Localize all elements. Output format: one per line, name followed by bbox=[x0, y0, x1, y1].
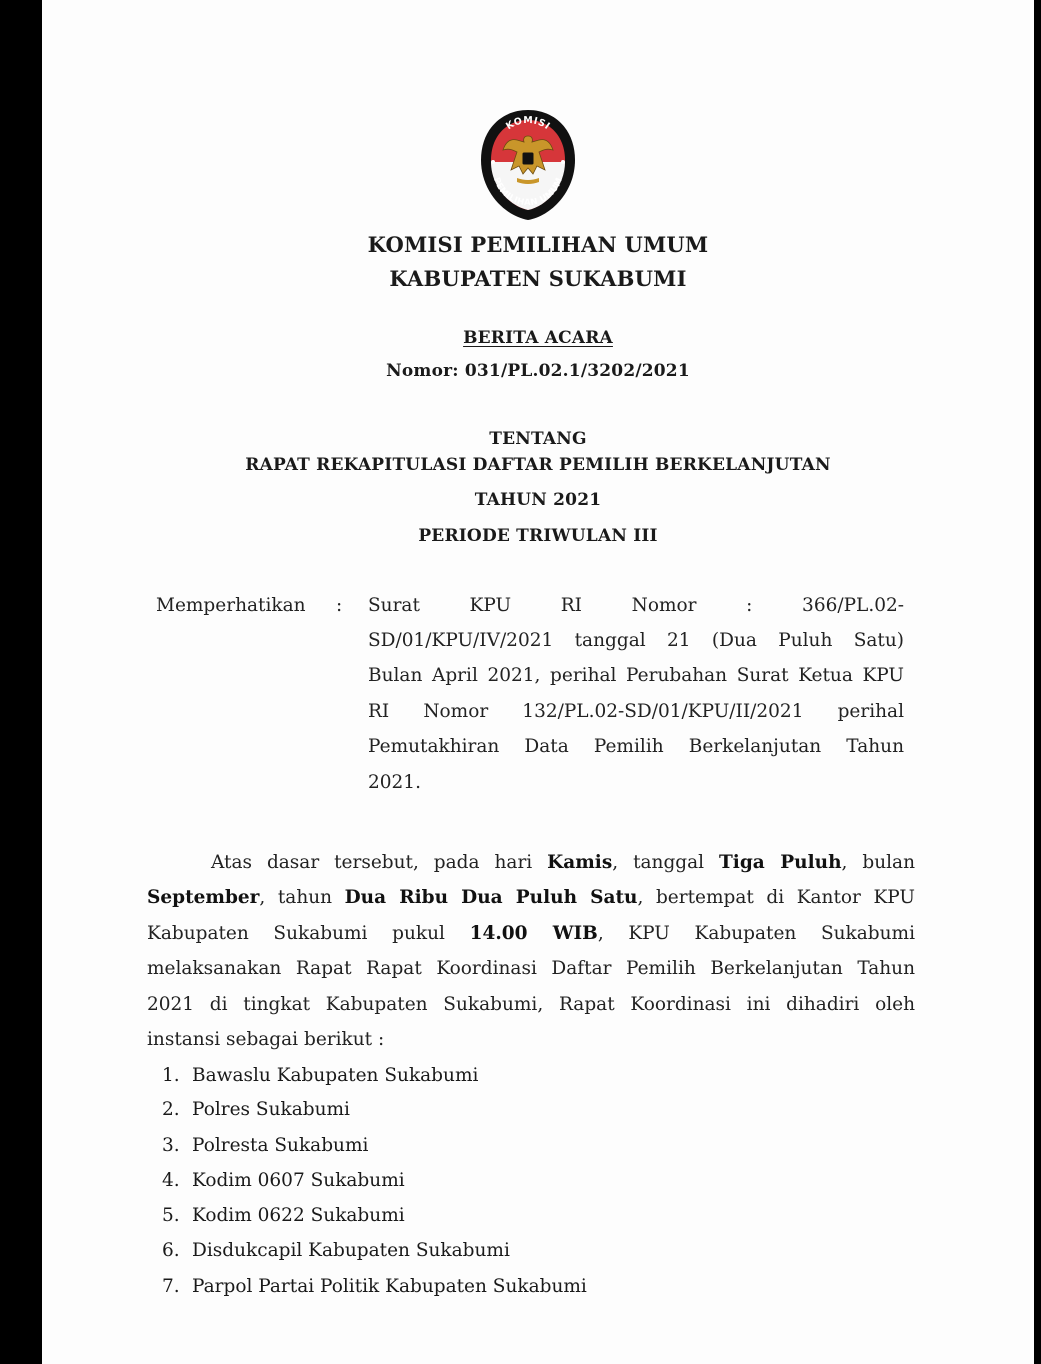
month-value: September bbox=[147, 887, 260, 908]
list-item: 5. Kodim 0622 Sukabumi bbox=[162, 1205, 405, 1226]
org-region: KABUPATEN SUKABUMI bbox=[389, 266, 687, 291]
consideration-line: Surat KPU RI Nomor : 366/PL.02- bbox=[368, 595, 904, 616]
paragraph-line: 2021 di tingkat Kabupaten Sukabumi, Rapat Koordinasi ini dihadiri oleh bbox=[147, 994, 915, 1015]
list-item: 7. Parpol Partai Politik Kabupaten Sukabumi bbox=[162, 1276, 587, 1297]
paragraph-line: September, tahun Dua Ribu Dua Puluh Satu, bertempat di Kantor KPU bbox=[147, 887, 915, 908]
day-value: Kamis bbox=[547, 852, 613, 873]
year-value: Dua Ribu Dua Puluh Satu bbox=[344, 887, 638, 908]
list-item: 3. Polresta Sukabumi bbox=[162, 1135, 369, 1156]
document-title: BERITA ACARA bbox=[463, 328, 613, 348]
list-item: 6. Disdukcapil Kabupaten Sukabumi bbox=[162, 1240, 510, 1261]
about-subject: RAPAT REKAPITULASI DAFTAR PEMILIH BERKELANJUTAN bbox=[245, 455, 831, 475]
org-name: KOMISI PEMILIHAN UMUM bbox=[367, 232, 709, 257]
document-page bbox=[42, 0, 1034, 1364]
consideration-line: SD/01/KPU/IV/2021 tanggal 21 (Dua Puluh Satu) bbox=[368, 630, 904, 651]
list-item: 2. Polres Sukabumi bbox=[162, 1099, 350, 1120]
consideration-line: RI Nomor 132/PL.02-SD/01/KPU/II/2021 perihal bbox=[368, 701, 904, 722]
date-value: Tiga Puluh bbox=[719, 852, 842, 873]
document-number: Nomor: 031/PL.02.1/3202/2021 bbox=[386, 361, 690, 381]
svg-text:PEMILIHAN UMUM: PEMILIHAN UMUM bbox=[491, 176, 565, 209]
list-item: 4. Kodim 0607 Sukabumi bbox=[162, 1170, 405, 1191]
about-period: PERIODE TRIWULAN III bbox=[418, 526, 658, 546]
consideration-line: Pemutakhiran Data Pemilih Berkelanjutan Tahun bbox=[368, 736, 904, 757]
list-item: 1. Bawaslu Kabupaten Sukabumi bbox=[162, 1065, 479, 1086]
consideration-line: Bulan April 2021, perihal Perubahan Surat Ketua KPU bbox=[368, 665, 904, 686]
about-label: TENTANG bbox=[489, 429, 587, 449]
consideration-colon: : bbox=[336, 595, 343, 616]
kpu-emblem-logo bbox=[479, 108, 577, 222]
paragraph-line: melaksanakan Rapat Rapat Koordinasi Daftar Pemilih Berkelanjutan Tahun bbox=[147, 958, 915, 979]
time-value: 14.00 WIB bbox=[469, 923, 598, 944]
consideration-label: Memperhatikan bbox=[156, 595, 306, 616]
paragraph-line: instansi sebagai berikut : bbox=[147, 1029, 385, 1050]
svg-text:KOMISI: KOMISI bbox=[504, 114, 553, 133]
paragraph-line: Kabupaten Sukabumi pukul 14.00 WIB, KPU Kabupaten Sukabumi bbox=[147, 923, 916, 944]
paragraph-line: Atas dasar tersebut, pada hari Kamis, tanggal Tiga Puluh, bulan bbox=[211, 852, 915, 873]
about-year: TAHUN 2021 bbox=[474, 490, 602, 510]
consideration-line: 2021. bbox=[368, 772, 421, 793]
